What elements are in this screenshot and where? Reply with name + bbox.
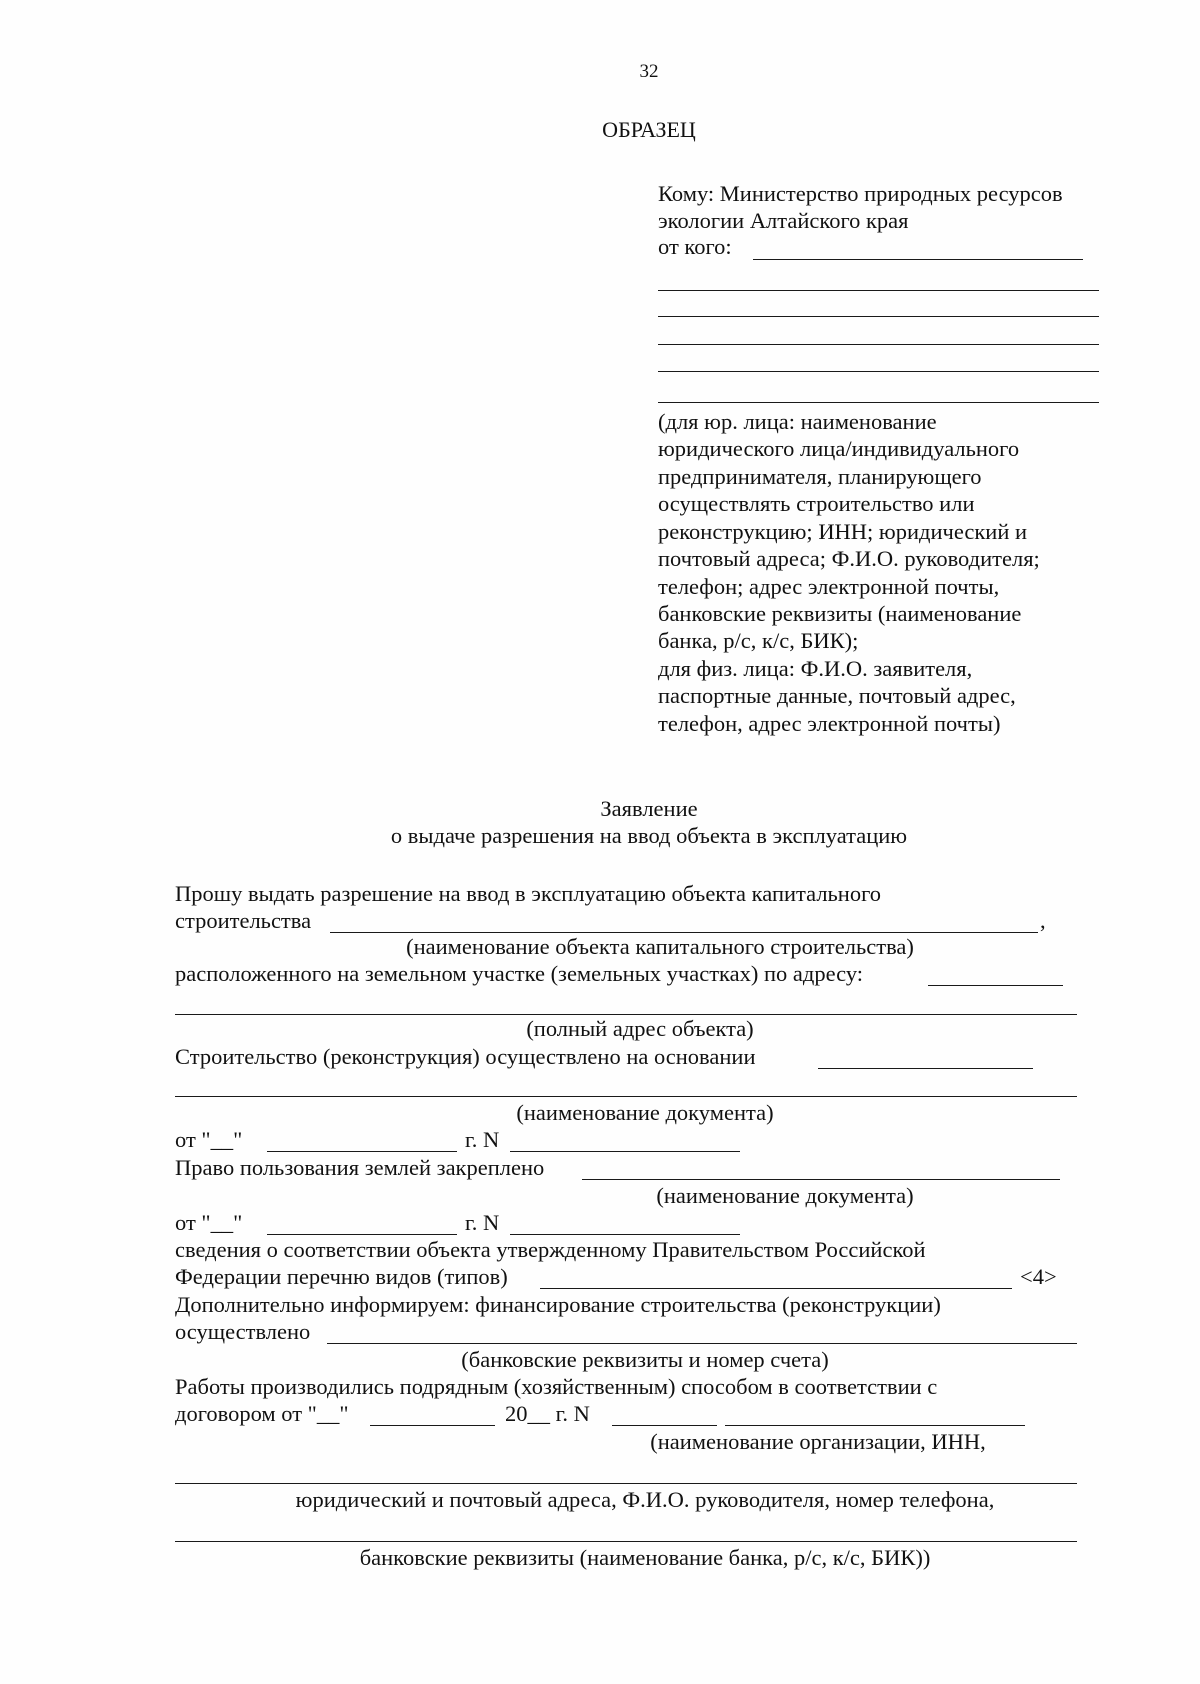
contract-date-blank[interactable] xyxy=(370,1425,495,1426)
financing-blank[interactable] xyxy=(327,1343,1077,1344)
from-blank-line[interactable] xyxy=(658,371,1099,372)
document-subtitle: о выдаче разрешения на ввод объекта в эксплуатацию xyxy=(390,823,908,848)
year-number-label: г. N xyxy=(465,1127,500,1152)
note-line: юридического лица/индивидуального xyxy=(658,436,1020,461)
address-blank[interactable] xyxy=(928,985,1063,986)
from-blank-line[interactable] xyxy=(658,402,1099,403)
caption-org-address: юридический и почтовый адреса, Ф.И.О. руководителя, номер телефона, xyxy=(295,1487,995,1512)
body-line: Прошу выдать разрешение на ввод в эксплуатацию объекта капитального xyxy=(175,881,882,906)
date-from: от "__" xyxy=(175,1210,243,1235)
doc-number-blank[interactable] xyxy=(510,1234,740,1235)
caption-org: (наименование организации, ИНН, xyxy=(650,1429,986,1454)
caption-address: (полный адрес объекта) xyxy=(526,1016,754,1041)
note-line: предпринимателя, планирующего xyxy=(658,464,982,489)
caption-document: (наименование документа) xyxy=(656,1183,914,1208)
body-line: расположенного на земельном участке (земельных участках) по адресу: xyxy=(175,961,864,986)
note-line: для физ. лица: Ф.И.О. заявителя, xyxy=(658,656,973,681)
note-line: банковские реквизиты (наименование xyxy=(658,601,1022,626)
contract-from: договором от "__" xyxy=(175,1401,349,1426)
date-blank[interactable] xyxy=(267,1151,457,1152)
contractor-blank[interactable] xyxy=(175,1483,1077,1484)
note-line: реконструкцию; ИНН; юридический и xyxy=(658,519,1028,544)
land-doc-blank[interactable] xyxy=(582,1179,1060,1180)
from-blank-line[interactable] xyxy=(658,316,1099,317)
body-line: Право пользования землей закреплено xyxy=(175,1155,545,1180)
note-line: осуществлять строительство или xyxy=(658,491,975,516)
caption-document: (наименование документа) xyxy=(516,1100,774,1125)
body-line: строительства xyxy=(175,908,312,933)
contract-number-blank[interactable] xyxy=(612,1425,717,1426)
sample-stamp: ОБРАЗЕЦ xyxy=(602,117,696,142)
document-title: Заявление xyxy=(600,796,698,821)
note-line: телефон, адрес электронной почты) xyxy=(658,711,1001,736)
note-line: (для юр. лица: наименование xyxy=(658,409,937,434)
body-line: Работы производились подрядным (хозяйственным) способом в соответствии с xyxy=(175,1374,938,1399)
addressee-to-line2: экологии Алтайского края xyxy=(658,208,909,233)
body-line: осуществлено xyxy=(175,1319,311,1344)
contract-year-label: 20__ г. N xyxy=(505,1401,590,1426)
doc-number-blank[interactable] xyxy=(510,1151,740,1152)
date-blank[interactable] xyxy=(267,1234,457,1235)
from-label: от кого: xyxy=(658,234,732,259)
contractor-blank[interactable] xyxy=(725,1425,1025,1426)
date-from: от "__" xyxy=(175,1127,243,1152)
from-blank-line[interactable] xyxy=(753,259,1083,260)
note-line: банка, р/с, к/с, БИК); xyxy=(658,628,859,653)
footnote-ref: <4> xyxy=(1020,1264,1057,1289)
comma: , xyxy=(1040,908,1046,933)
year-number-label: г. N xyxy=(465,1210,500,1235)
caption-org-bank: банковские реквизиты (наименование банка, р/с, к/с, БИК)) xyxy=(359,1545,931,1570)
basis-blank[interactable] xyxy=(818,1068,1033,1069)
note-line: почтовый адреса; Ф.И.О. руководителя; xyxy=(658,546,1040,571)
body-line: Строительство (реконструкция) осуществлено на основании xyxy=(175,1044,756,1069)
basis-blank[interactable] xyxy=(175,1096,1077,1097)
from-blank-line[interactable] xyxy=(658,290,1099,291)
types-blank[interactable] xyxy=(540,1288,1012,1289)
from-blank-line[interactable] xyxy=(658,344,1099,345)
body-line: Федерации перечню видов (типов) xyxy=(175,1264,508,1289)
note-line: телефон; адрес электронной почты, xyxy=(658,574,1000,599)
caption-object-name: (наименование объекта капитального строительства) xyxy=(406,934,914,959)
page-number: 32 xyxy=(639,61,659,82)
body-line: Дополнительно информируем: финансирование строительства (реконструкции) xyxy=(175,1292,941,1317)
contractor-blank[interactable] xyxy=(175,1541,1077,1542)
addressee-to: Кому: Министерство природных ресурсов xyxy=(658,181,1063,206)
note-line: паспортные данные, почтовый адрес, xyxy=(658,683,1016,708)
caption-bank: (банковские реквизиты и номер счета) xyxy=(461,1347,829,1372)
body-line: сведения о соответствии объекта утвержденному Правительством Российской xyxy=(175,1237,926,1262)
